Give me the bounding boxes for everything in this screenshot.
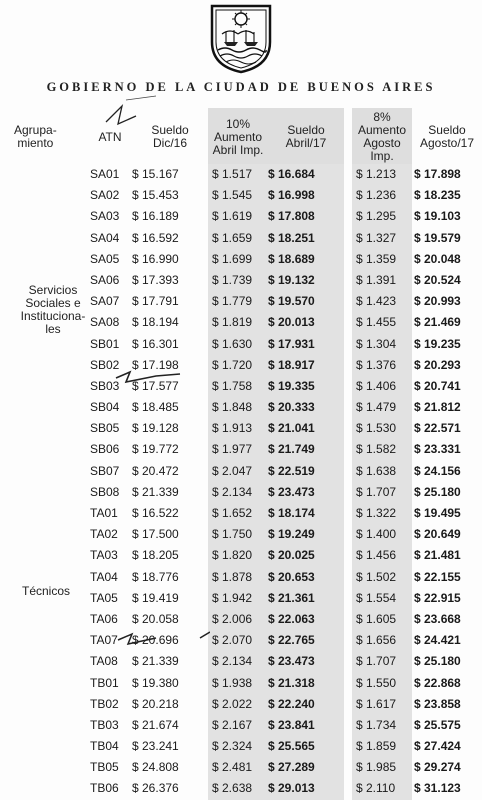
cell-aumento-agosto: $ 1.985: [356, 760, 397, 775]
cell-sueldo-dic: $ 24.808: [132, 760, 179, 775]
table-row: [14, 673, 476, 694]
cell-atn: TA02: [90, 527, 118, 542]
col-header-aumento-agosto-label: 8% Aumento Agosto Imp.: [357, 110, 407, 163]
cell-aumento-abril: $ 2.047: [212, 463, 253, 478]
cell-atn: SA02: [90, 188, 120, 203]
table-row: [14, 545, 476, 566]
cell-sueldo-dic: $ 18.485: [132, 400, 179, 415]
cell-sueldo-dic: $ 19.128: [132, 421, 179, 436]
cell-aumento-abril: $ 2.167: [212, 717, 253, 732]
cell-aumento-agosto: $ 1.327: [356, 230, 397, 245]
cell-sueldo-agosto: $ 21.481: [414, 548, 461, 563]
table-row: [14, 376, 476, 397]
cell-aumento-agosto: $ 1.406: [356, 378, 397, 393]
cell-aumento-abril: $ 1.938: [212, 675, 253, 690]
cell-aumento-abril: $ 1.848: [212, 400, 253, 415]
cell-aumento-abril: $ 1.545: [212, 188, 253, 203]
table-row: [14, 482, 476, 503]
cell-sueldo-dic: $ 15.167: [132, 167, 179, 181]
cell-atn: SA04: [90, 230, 120, 245]
cell-aumento-agosto: $ 1.554: [356, 590, 397, 605]
cell-aumento-abril: $ 1.517: [212, 167, 253, 181]
cell-sueldo-abril: $ 20.013: [268, 315, 315, 330]
table-row: [14, 715, 476, 736]
cell-sueldo-dic: $ 21.339: [132, 484, 179, 499]
cell-aumento-agosto: $ 1.423: [356, 294, 397, 309]
cell-aumento-abril: $ 2.006: [212, 611, 253, 626]
cell-aumento-abril: $ 1.878: [212, 569, 253, 584]
cell-sueldo-dic: $ 20.472: [132, 463, 179, 478]
group-label-servicios-text: Servicios Sociales e Instituciona- les: [20, 283, 86, 336]
table-row: [14, 736, 476, 757]
col-header-agrupamiento-label: Agrupa- miento: [14, 123, 57, 150]
cell-atn: SB06: [90, 442, 120, 457]
cell-aumento-agosto: $ 1.605: [356, 611, 397, 626]
table-row: [14, 694, 476, 715]
cell-sueldo-abril: $ 17.931: [268, 336, 315, 351]
table-row: [14, 461, 476, 482]
cell-sueldo-dic: $ 17.198: [132, 357, 179, 372]
cell-atn: SA07: [90, 294, 120, 309]
cell-sueldo-dic: $ 18.205: [132, 548, 179, 563]
cell-sueldo-dic: $ 21.674: [132, 717, 179, 732]
cell-atn: TB01: [90, 675, 119, 690]
cell-atn: TA03: [90, 548, 118, 563]
cell-sueldo-dic: $ 20.058: [132, 611, 179, 626]
table-row: [14, 609, 476, 630]
col-header-aumento-abril-label: 10% Aumento Abril Imp.: [212, 116, 264, 157]
cell-aumento-agosto: $ 1.213: [356, 167, 397, 181]
cell-aumento-abril: $ 2.134: [212, 484, 253, 499]
cell-sueldo-agosto: $ 18.235: [414, 188, 461, 203]
cell-sueldo-dic: $ 19.419: [132, 590, 179, 605]
col-header-sueldo-agosto: [414, 108, 480, 166]
cell-atn: TB06: [90, 781, 119, 796]
cell-atn: SB05: [90, 421, 120, 436]
cell-aumento-agosto: $ 1.638: [356, 463, 397, 478]
cell-sueldo-abril: $ 23.841: [268, 717, 315, 732]
cell-sueldo-agosto: $ 23.858: [414, 696, 461, 711]
cell-sueldo-abril: $ 18.917: [268, 357, 315, 372]
cell-sueldo-abril: $ 21.361: [268, 590, 315, 605]
cell-atn: SA05: [90, 251, 120, 266]
cell-aumento-agosto: $ 1.550: [356, 675, 397, 690]
cell-aumento-agosto: $ 1.322: [356, 506, 397, 520]
cell-sueldo-dic: $ 18.194: [132, 315, 179, 330]
col-header-sueldo-dic-label: Sueldo Dic/16: [151, 123, 189, 150]
table-row: [14, 778, 476, 799]
cell-aumento-abril: $ 1.779: [212, 294, 253, 309]
cell-aumento-abril: $ 1.942: [212, 590, 253, 605]
cell-sueldo-dic: $ 16.592: [132, 230, 179, 245]
cell-atn: TA05: [90, 590, 118, 605]
cell-atn: TA06: [90, 611, 118, 626]
cell-aumento-abril: $ 2.134: [212, 654, 253, 669]
cell-sueldo-dic: $ 20.218: [132, 696, 179, 711]
cell-atn: SA08: [90, 315, 120, 330]
cell-sueldo-dic: $ 17.393: [132, 272, 179, 287]
cell-sueldo-dic: $ 17.577: [132, 378, 179, 393]
cell-aumento-abril: $ 1.739: [212, 272, 253, 287]
cell-aumento-abril: $ 2.022: [212, 696, 253, 711]
cell-aumento-agosto: $ 1.391: [356, 272, 397, 287]
cell-sueldo-abril: $ 19.335: [268, 378, 315, 393]
cell-sueldo-abril: $ 22.063: [268, 611, 315, 626]
cell-aumento-agosto: $ 1.304: [356, 336, 397, 351]
cell-sueldo-abril: $ 18.251: [268, 230, 315, 245]
group-label-tecnicos: [14, 585, 78, 598]
cell-sueldo-abril: $ 22.765: [268, 633, 315, 648]
group-label-servicios: [14, 284, 92, 336]
cell-aumento-agosto: $ 1.707: [356, 654, 397, 669]
cell-atn: TA07: [90, 633, 118, 648]
cell-sueldo-dic: $ 21.339: [132, 654, 179, 669]
table-body: [14, 164, 476, 800]
cell-sueldo-agosto: $ 20.048: [414, 251, 461, 266]
cell-sueldo-abril: $ 23.473: [268, 484, 315, 499]
cell-aumento-abril: $ 2.481: [212, 760, 253, 775]
col-header-sueldo-abril: [268, 108, 344, 166]
cell-sueldo-agosto: $ 20.993: [414, 294, 461, 309]
cell-sueldo-dic: $ 16.189: [132, 209, 179, 224]
city-seal-logo: [208, 2, 274, 74]
cell-sueldo-agosto: $ 20.649: [414, 527, 461, 542]
cell-sueldo-abril: $ 18.174: [268, 506, 315, 520]
cell-sueldo-abril: $ 17.808: [268, 209, 315, 224]
cell-sueldo-agosto: $ 25.180: [414, 484, 461, 499]
col-header-sueldo-agosto-label: Sueldo Agosto/17: [419, 123, 475, 150]
cell-sueldo-agosto: $ 31.123: [414, 781, 461, 796]
col-header-aumento-agosto: [352, 108, 412, 166]
table-row: [14, 334, 476, 355]
cell-atn: TA01: [90, 506, 118, 520]
cell-sueldo-dic: $ 19.772: [132, 442, 179, 457]
handwritten-marks-sb04: [96, 368, 206, 408]
cell-sueldo-abril: $ 25.565: [268, 739, 315, 754]
cell-aumento-agosto: $ 1.859: [356, 739, 397, 754]
cell-aumento-abril: $ 2.638: [212, 781, 253, 796]
table-row: [14, 630, 476, 651]
cell-aumento-abril: $ 1.819: [212, 315, 253, 330]
cell-atn: TB03: [90, 717, 119, 732]
cell-sueldo-abril: $ 23.473: [268, 654, 315, 669]
cell-sueldo-abril: $ 18.689: [268, 251, 315, 266]
cell-aumento-agosto: $ 1.479: [356, 400, 397, 415]
cell-atn: SB07: [90, 463, 120, 478]
cell-aumento-agosto: $ 1.502: [356, 569, 397, 584]
cell-aumento-abril: $ 2.324: [212, 739, 253, 754]
cell-sueldo-dic: $ 16.301: [132, 336, 179, 351]
cell-sueldo-abril: $ 27.289: [268, 760, 315, 775]
cell-sueldo-agosto: $ 19.235: [414, 336, 461, 351]
cell-sueldo-dic: $ 17.791: [132, 294, 179, 309]
cell-aumento-agosto: $ 2.110: [356, 781, 396, 796]
cell-atn: SB01: [90, 336, 120, 351]
cell-atn: TA08: [90, 654, 118, 669]
cell-aumento-abril: $ 1.820: [212, 548, 253, 563]
table-row: [14, 757, 476, 778]
cell-atn: SA01: [90, 167, 120, 181]
table-row: [14, 397, 476, 418]
cell-sueldo-abril: $ 22.519: [268, 463, 315, 478]
cell-sueldo-abril: $ 20.025: [268, 548, 315, 563]
cell-sueldo-abril: $ 16.684: [268, 167, 315, 181]
row-container: [14, 164, 476, 800]
col-header-sueldo-abril-label: Sueldo Abril/17: [285, 123, 327, 150]
cell-aumento-abril: $ 1.619: [212, 209, 253, 224]
cell-sueldo-dic: $ 15.453: [132, 188, 179, 203]
cell-sueldo-dic: $ 16.522: [132, 506, 179, 520]
cell-atn: SB02: [90, 357, 120, 372]
col-header-atn-label: ATN: [98, 129, 122, 144]
table-row: [14, 418, 476, 439]
table-row: [14, 249, 476, 270]
cell-aumento-abril: $ 1.758: [212, 378, 253, 393]
cell-sueldo-agosto: $ 22.868: [414, 675, 461, 690]
cell-sueldo-dic: $ 20.696: [132, 633, 179, 648]
table-row: [14, 355, 476, 376]
cell-sueldo-agosto: $ 23.668: [414, 611, 461, 626]
cell-sueldo-abril: $ 22.240: [268, 696, 315, 711]
cell-sueldo-abril: $ 20.653: [268, 569, 315, 584]
table-row: [14, 503, 476, 524]
cell-aumento-agosto: $ 1.734: [356, 717, 397, 732]
cell-aumento-abril: $ 2.070: [212, 633, 253, 648]
col-header-aumento-abril: [208, 108, 268, 166]
cell-aumento-abril: $ 1.977: [212, 442, 253, 457]
cell-sueldo-agosto: $ 19.495: [414, 506, 461, 520]
cell-sueldo-abril: $ 19.132: [268, 272, 315, 287]
cell-atn: TB02: [90, 696, 119, 711]
cell-sueldo-agosto: $ 23.331: [414, 442, 461, 457]
table-row: [14, 588, 476, 609]
table-row: [14, 206, 476, 227]
cell-sueldo-abril: $ 21.318: [268, 675, 315, 690]
table-row: [14, 524, 476, 545]
cell-sueldo-dic: $ 16.990: [132, 251, 179, 266]
cell-sueldo-agosto: $ 19.103: [414, 209, 461, 224]
cell-sueldo-agosto: $ 29.274: [414, 760, 461, 775]
table-row: [14, 185, 476, 206]
cell-sueldo-abril: $ 21.749: [268, 442, 315, 457]
cell-atn: SA06: [90, 272, 120, 287]
cell-aumento-abril: $ 1.699: [212, 251, 253, 266]
table-row: [14, 567, 476, 588]
cell-sueldo-agosto: $ 25.575: [414, 717, 461, 732]
cell-atn: SB03: [90, 378, 120, 393]
cell-atn: TB04: [90, 739, 119, 754]
table-row: [14, 164, 476, 185]
cell-sueldo-agosto: $ 20.293: [414, 357, 461, 372]
cell-aumento-agosto: $ 1.400: [356, 527, 397, 542]
cell-aumento-abril: $ 1.750: [212, 527, 253, 542]
cell-sueldo-agosto: $ 20.524: [414, 272, 461, 287]
cell-sueldo-dic: $ 23.241: [132, 739, 179, 754]
handwritten-marks-tb02: [100, 628, 210, 668]
cell-aumento-abril: $ 1.913: [212, 421, 253, 436]
group-label-tecnicos-text: Técnicos: [21, 584, 71, 598]
cell-sueldo-dic: $ 26.376: [132, 781, 179, 796]
cell-sueldo-dic: $ 18.776: [132, 569, 179, 584]
cell-sueldo-agosto: $ 27.424: [414, 739, 461, 754]
col-header-agrupamiento: [14, 108, 78, 166]
cell-sueldo-agosto: $ 22.571: [414, 421, 461, 436]
cell-sueldo-agosto: $ 22.915: [414, 590, 461, 605]
cell-aumento-agosto: $ 1.236: [356, 188, 397, 203]
cell-sueldo-dic: $ 17.500: [132, 527, 179, 542]
cell-aumento-agosto: $ 1.617: [356, 696, 397, 711]
table-row: [14, 439, 476, 460]
cell-aumento-agosto: $ 1.455: [356, 315, 397, 330]
cell-sueldo-abril: $ 19.249: [268, 527, 315, 542]
cell-sueldo-agosto: $ 19.579: [414, 230, 461, 245]
cell-atn: SA03: [90, 209, 120, 224]
cell-atn: SB04: [90, 400, 120, 415]
cell-sueldo-abril: $ 21.041: [268, 421, 315, 436]
cell-aumento-agosto: $ 1.376: [356, 357, 397, 372]
cell-aumento-agosto: $ 1.530: [356, 421, 397, 436]
cell-aumento-agosto: $ 1.582: [356, 442, 397, 457]
cell-atn: SB08: [90, 484, 120, 499]
cell-aumento-agosto: $ 1.456: [356, 548, 397, 563]
cell-sueldo-dic: $ 19.380: [132, 675, 179, 690]
cell-aumento-agosto: $ 1.707: [356, 484, 397, 499]
cell-sueldo-agosto: $ 21.812: [414, 400, 461, 415]
cell-sueldo-agosto: $ 20.741: [414, 378, 461, 393]
cell-aumento-abril: $ 1.652: [212, 506, 253, 520]
cell-atn: TB05: [90, 760, 119, 775]
table-row: [14, 228, 476, 249]
cell-aumento-agosto: $ 1.359: [356, 251, 397, 266]
cell-sueldo-abril: $ 29.013: [268, 781, 315, 796]
cell-sueldo-agosto: $ 24.421: [414, 633, 461, 648]
cell-sueldo-abril: $ 20.333: [268, 400, 315, 415]
handwritten-marks-top: [96, 92, 206, 142]
cell-sueldo-agosto: $ 24.156: [414, 463, 461, 478]
cell-sueldo-abril: $ 19.570: [268, 294, 315, 309]
cell-aumento-agosto: $ 1.656: [356, 633, 397, 648]
cell-aumento-abril: $ 1.630: [212, 336, 253, 351]
cell-aumento-abril: $ 1.659: [212, 230, 253, 245]
cell-sueldo-agosto: $ 25.180: [414, 654, 461, 669]
table-row: [14, 651, 476, 672]
cell-sueldo-abril: $ 16.998: [268, 188, 315, 203]
cell-aumento-abril: $ 1.720: [212, 357, 253, 372]
cell-atn: TA04: [90, 569, 118, 584]
government-title: GOBIERNO DE LA CIUDAD DE BUENOS AIRES: [46, 80, 436, 94]
cell-sueldo-agosto: $ 17.898: [414, 167, 461, 181]
cell-sueldo-agosto: $ 21.469: [414, 315, 461, 330]
cell-sueldo-agosto: $ 22.155: [414, 569, 461, 584]
cell-aumento-agosto: $ 1.295: [356, 209, 397, 224]
